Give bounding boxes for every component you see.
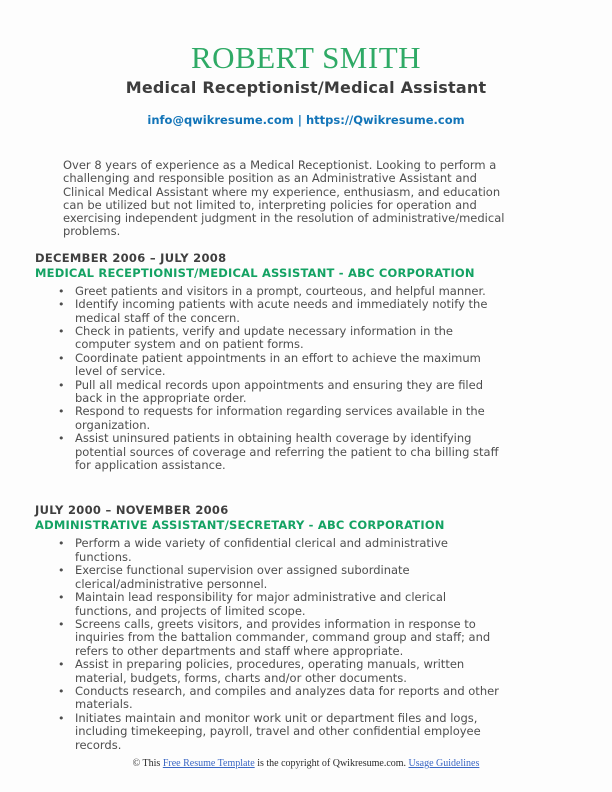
candidate-name: ROBERT SMITH xyxy=(190,40,422,75)
job-bullet: • Initiates maintain and monitor work unit or department files and logs, including timekeeping, payroll, travel and other confidential employee records. xyxy=(35,712,505,752)
experience-entry-medical-receptionist xyxy=(35,252,612,473)
contact-info xyxy=(0,113,612,127)
job-bullet-list xyxy=(35,537,505,752)
job-bullet: • Screens calls, greets visitors, and provides information in response to inquiries from the battalion commander, command group and staff; and refers to other departments and staff where appropriate. xyxy=(35,618,505,658)
job-bullet: • Respond to requests for information regarding services available in the organization. xyxy=(35,405,505,432)
footer-text-prefix: © This xyxy=(132,758,163,769)
job-bullet: • Maintain lead responsibility for major administrative and clerical functions, and projects of limited scope. xyxy=(35,591,505,618)
website-link[interactable]: https://Qwikresume.com xyxy=(305,113,465,127)
experience-entry-administrative-assistant xyxy=(35,504,612,752)
job-bullet: • Assist in preparing policies, procedures, operating manuals, written material, budgets, forms, charts and/or other documents. xyxy=(35,658,505,685)
contact-separator: | xyxy=(293,113,306,127)
summary-paragraph: Over 8 years of experience as a Medical Receptionist. Looking to perform a challenging and responsible position as an Administrative Assistant and Clinical Medical Assistant where my experience, enthusiasm, and education can be utilized but not limited to, interpreting policies for operation and exercising independent judgment in the resolution of administrative/medical problems. xyxy=(63,158,505,239)
job-bullet: • Conducts research, and compiles and analyzes data for reports and other materials. xyxy=(35,685,505,712)
job-dates: DECEMBER 2006 – JULY 2008 xyxy=(35,250,227,265)
job-bullet-list xyxy=(35,285,505,473)
job-bullet: • Identify incoming patients with acute needs and immediately notify the medical staff of the concern. xyxy=(35,298,505,325)
job-bullet: • Perform a wide variety of confidential clerical and administrative functions. xyxy=(35,537,505,564)
job-bullet: • Check in patients, verify and update necessary information in the computer system and on patient forms. xyxy=(35,325,505,352)
job-bullet: • Assist uninsured patients in obtaining health coverage by identifying potential sources of coverage and referring the patient to cha billing staff for application assistance. xyxy=(35,432,505,472)
resume-header xyxy=(0,0,612,127)
job-heading: MEDICAL RECEPTIONIST/MEDICAL ASSISTANT - ABC CORPORATION xyxy=(35,265,475,280)
experience-section xyxy=(35,252,612,752)
job-heading: ADMINISTRATIVE ASSISTANT/SECRETARY - ABC CORPORATION xyxy=(35,518,445,533)
free-resume-template-link[interactable]: Free Resume Template xyxy=(162,758,255,769)
footer-text-middle: is the copyright of Qwikresume.com. xyxy=(254,758,409,769)
job-dates: JULY 2000 – NOVEMBER 2006 xyxy=(35,503,229,518)
job-bullet: • Coordinate patient appointments in an effort to achieve the maximum level of service. xyxy=(35,352,505,379)
job-bullet: • Exercise functional supervision over assigned subordinate clerical/administrative personnel. xyxy=(35,564,505,591)
candidate-title: Medical Receptionist/Medical Assistant xyxy=(125,78,487,97)
job-bullet: • Pull all medical records upon appointments and ensuring they are filed back in the appropriate order. xyxy=(35,379,505,406)
usage-guidelines-link[interactable]: Usage Guidelines xyxy=(408,758,480,769)
job-bullet: • Greet patients and visitors in a prompt, courteous, and helpful manner. xyxy=(35,285,505,298)
email-link[interactable]: info@qwikresume.com xyxy=(147,113,294,127)
footer-copyright xyxy=(0,758,612,769)
